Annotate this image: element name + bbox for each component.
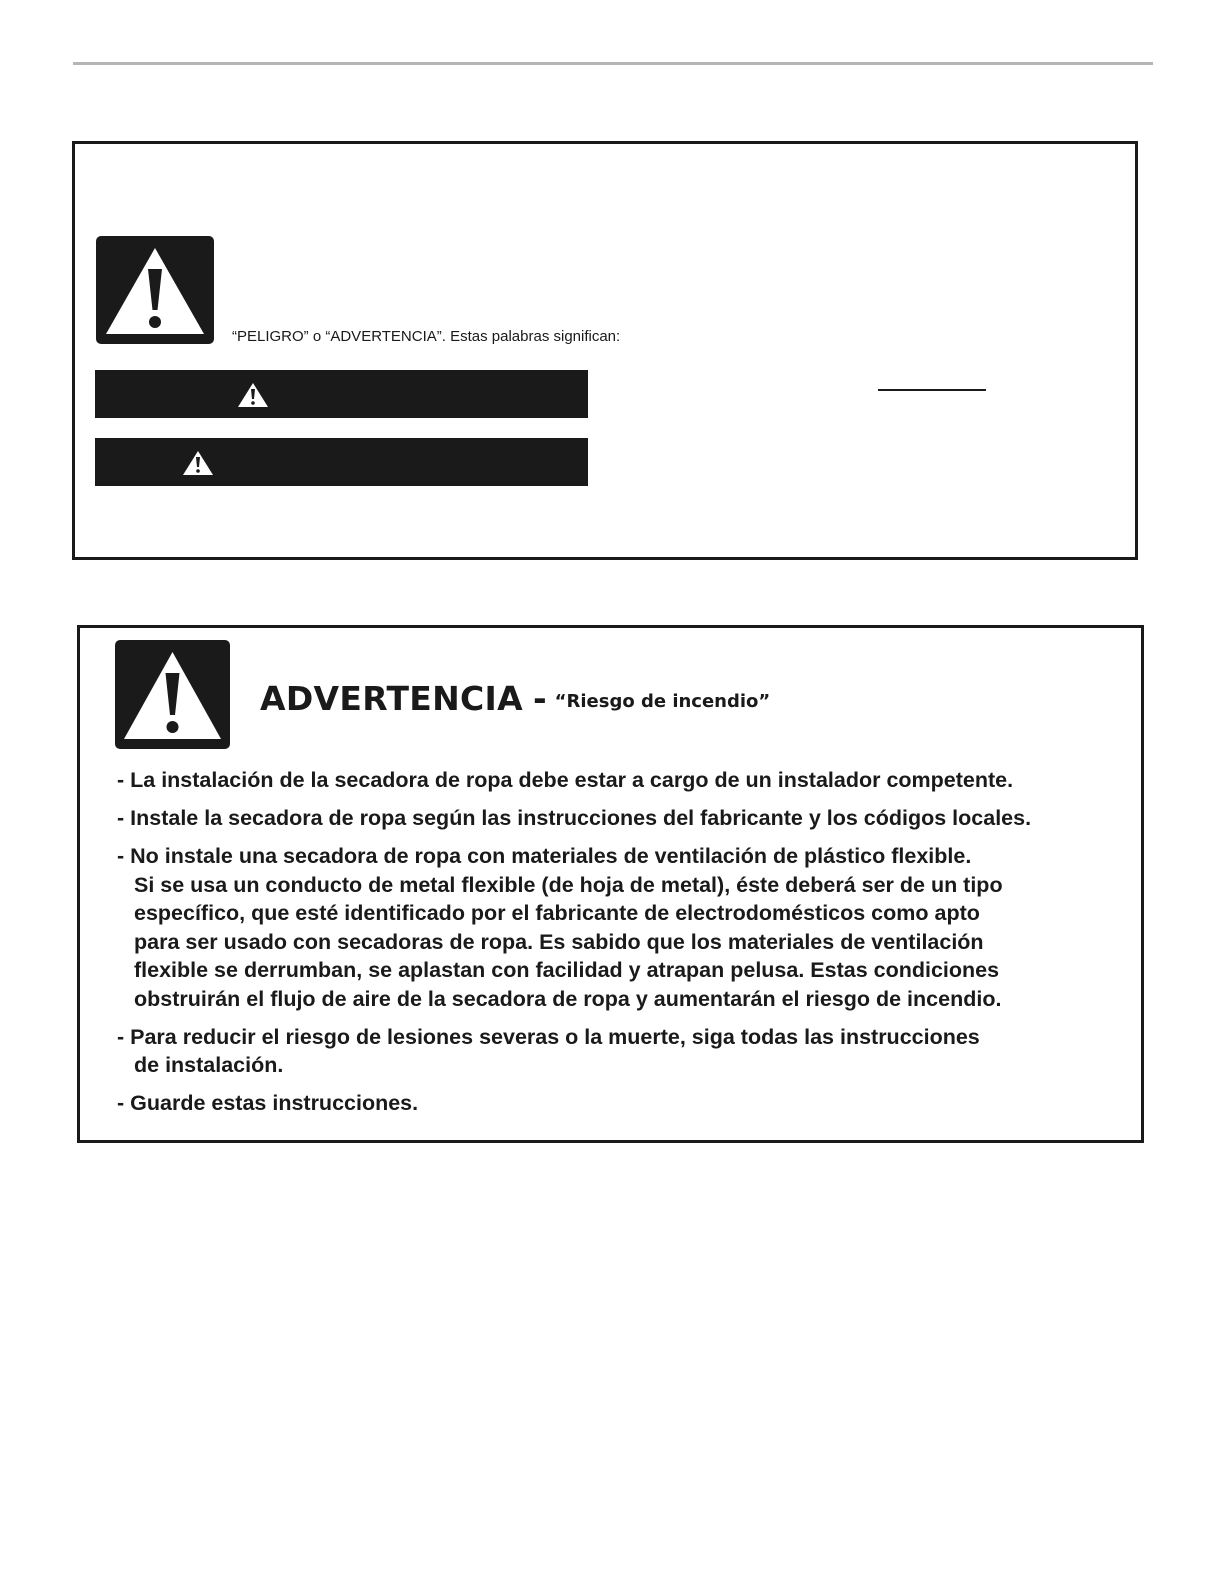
warning-item: [117, 1089, 1137, 1118]
warning-item-line: - No instale una secadora de ropa con materiales de ventilación de plástico flexible.: [117, 844, 972, 868]
alert-triangle-icon: [181, 449, 215, 477]
warning-item-line: flexible se derrumban, se aplastan con facilidad y atrapan pelusa. Estas condiciones: [134, 958, 1000, 982]
warning-heading-separator: -: [532, 679, 547, 718]
warning-item: [117, 766, 1137, 795]
alert-triangle-icon: [96, 236, 214, 344]
underline-mark: [878, 389, 986, 391]
warning-item-line: - Guarde estas instrucciones.: [117, 1091, 419, 1115]
warning-heading-word: ADVERTENCIA: [260, 679, 523, 718]
warning-item-line: Si se usa un conducto de metal flexible (de hoja de metal), éste deberá ser de un tipo: [134, 872, 1003, 897]
warning-heading-subtitle: “Riesgo de incendio”: [554, 691, 771, 712]
alert-triangle-icon: [115, 640, 230, 749]
warning-item-line: obstruirán el flujo de aire de la secadora de ropa y aumentarán el riesgo de incendio.: [134, 986, 1002, 1011]
warning-item-line: para ser usado con secadoras de ropa. Es sabido que los materiales de ventilación: [134, 929, 984, 954]
warning-item-line: - Para reducir el riesgo de lesiones severas o la muerte, siga todas las instrucciones: [117, 1024, 980, 1049]
safety-info-box: [72, 141, 1138, 560]
top-rule: [73, 62, 1153, 65]
warning-item: [117, 804, 1137, 833]
warning-heading: [260, 679, 770, 718]
warning-item-line: de instalación.: [134, 1053, 284, 1077]
signal-words-intro: “PELIGRO” o “ADVERTENCIA”. Estas palabras significan:: [232, 328, 621, 345]
warning-items: [117, 766, 1137, 1127]
warning-item-line: específico, que esté identificado por el fabricante de electrodomésticos como apto: [134, 901, 980, 925]
warning-item-line: - La instalación de la secadora de ropa debe estar a cargo de un instalador competente.: [117, 768, 1014, 792]
warning-item: [117, 1023, 1137, 1080]
warning-signal-bar: [95, 438, 588, 486]
danger-signal-bar: [95, 370, 588, 418]
warning-item-line: - Instale la secadora de ropa según las instrucciones del fabricante y los códigos locales.: [117, 806, 1032, 830]
alert-triangle-icon: [236, 381, 270, 409]
warning-item: [117, 842, 1137, 1013]
